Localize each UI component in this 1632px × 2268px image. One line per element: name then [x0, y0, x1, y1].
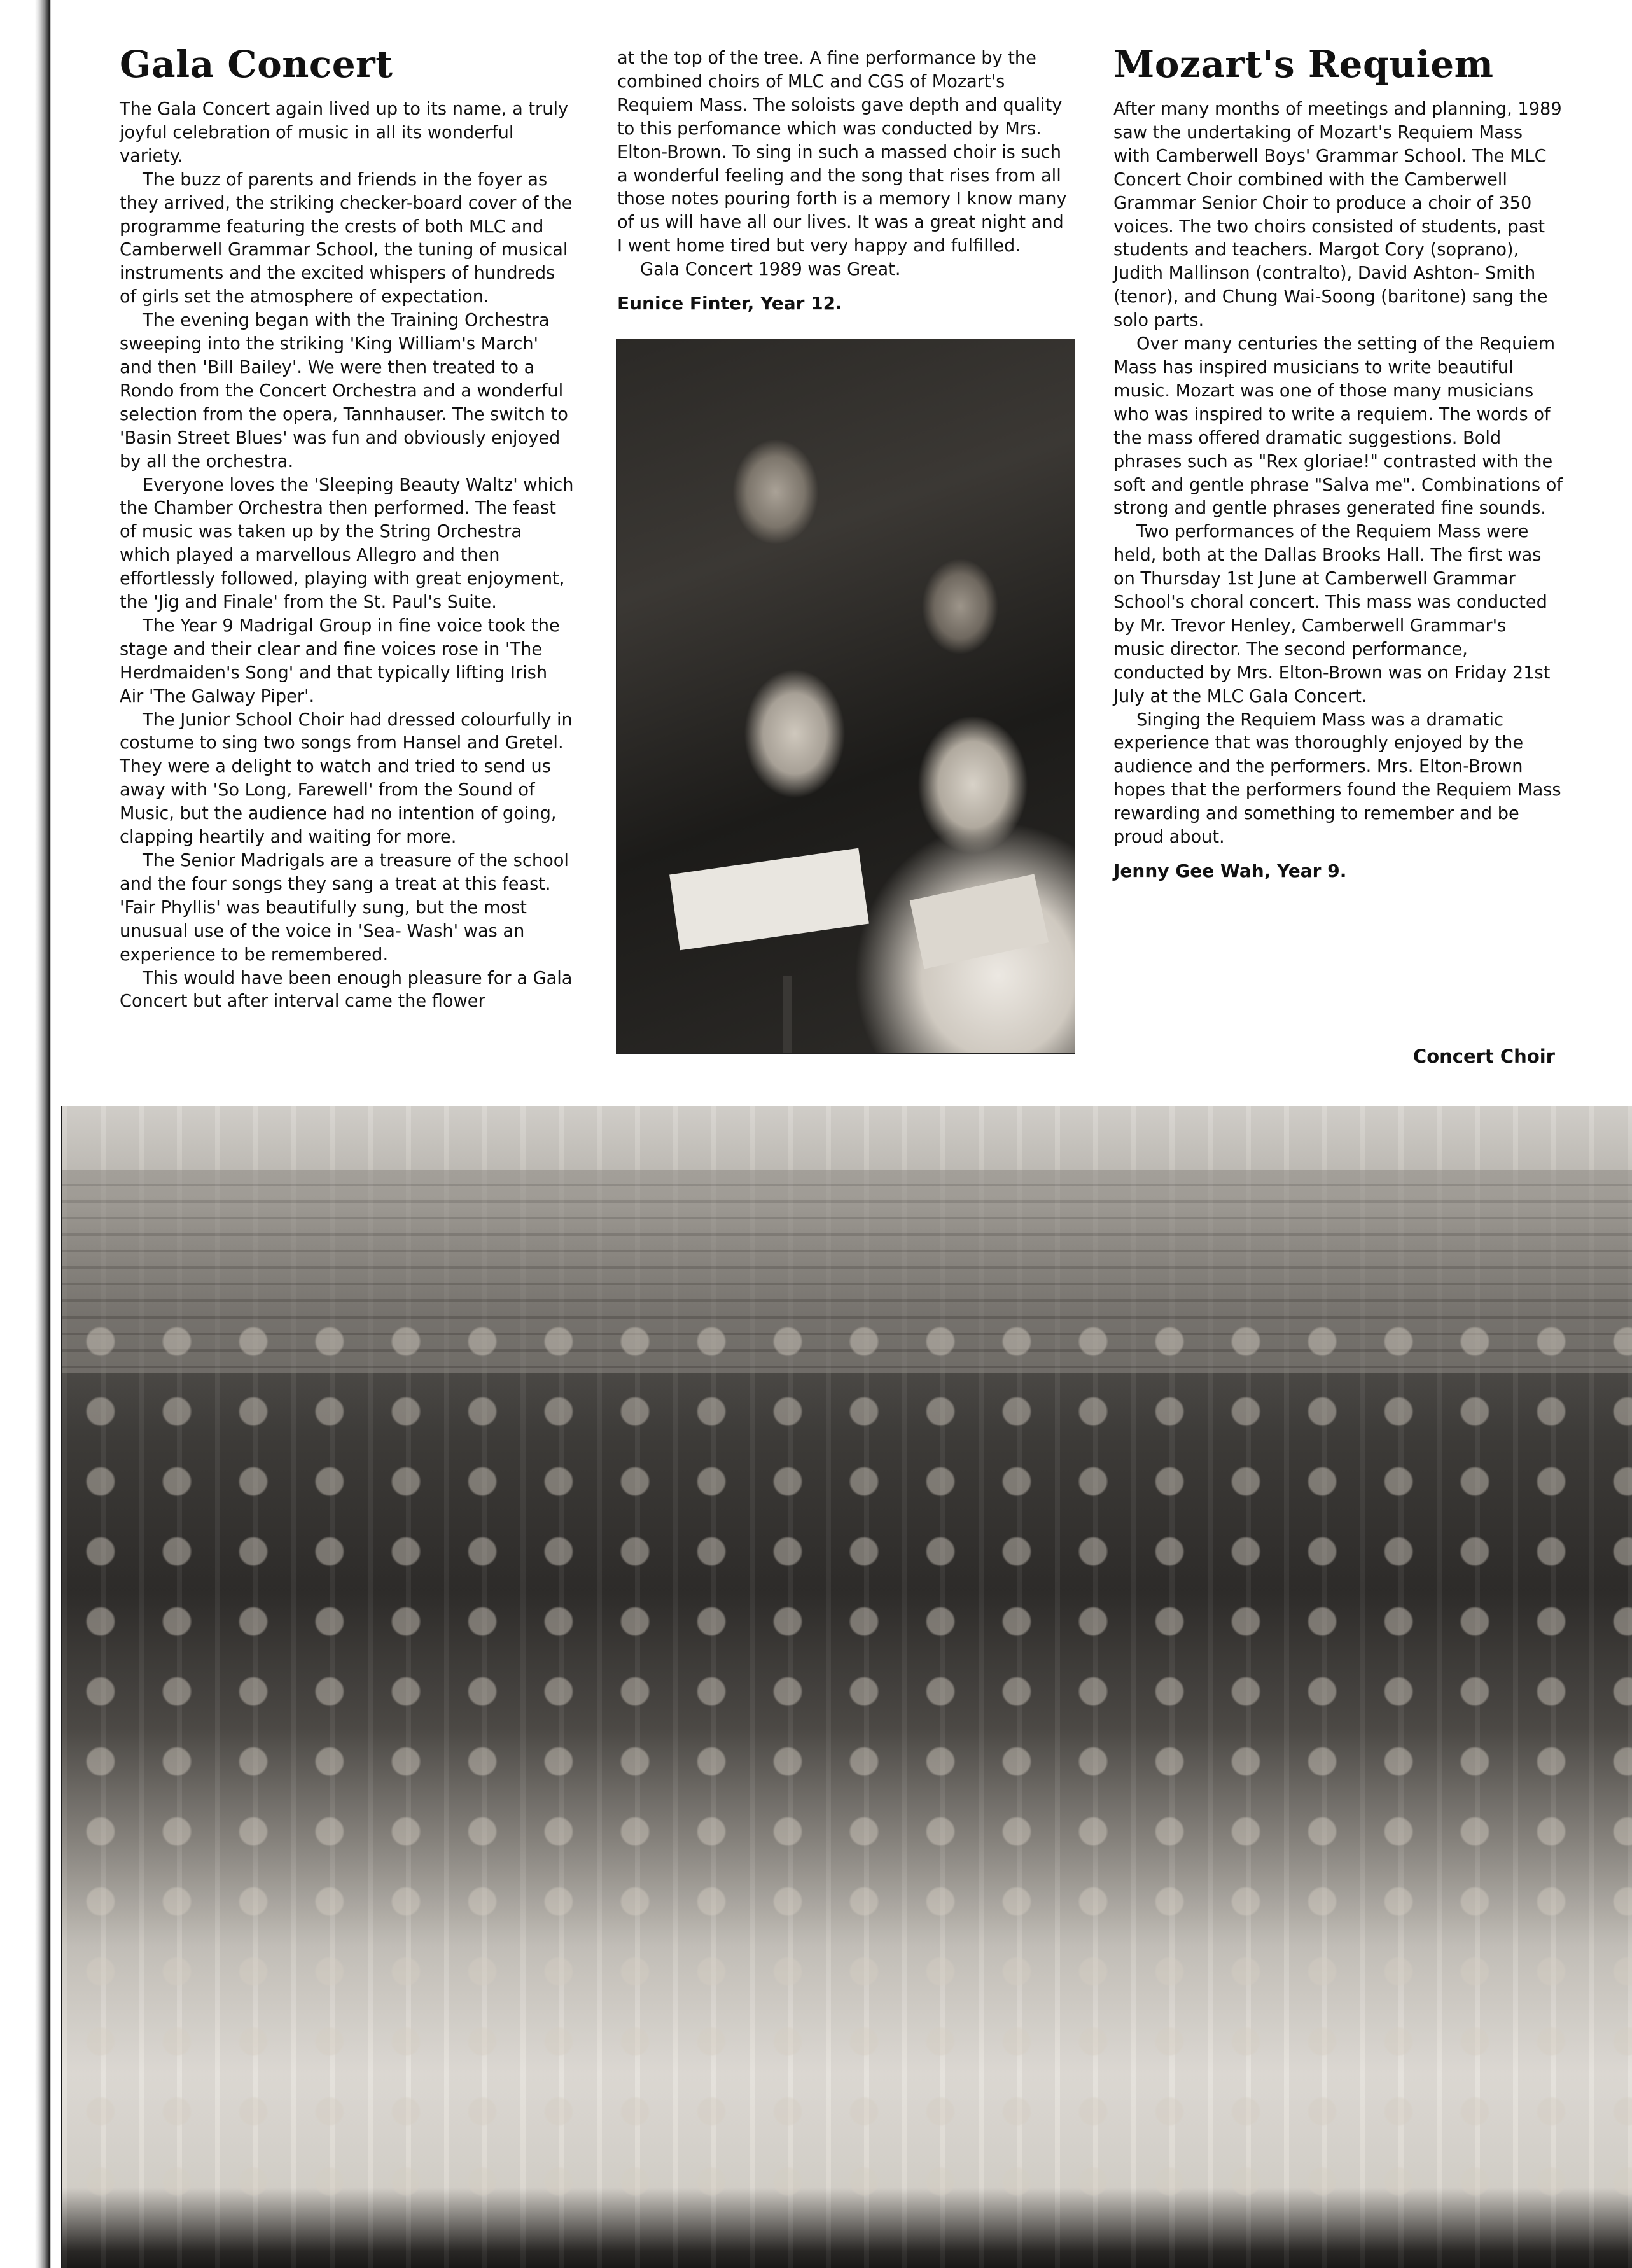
- gala-concert-body: [120, 98, 575, 1014]
- orchestra-photo: [616, 339, 1075, 1054]
- gala-paragraph: Everyone loves the 'Sleeping Beauty Waltz' which the Chamber Orchestra then performed. The feast of music was taken up by the String Orchestra which played a marvellous Allegro and then effortlessly followed, playing with great enjoyment, the 'Jig and Finale' from the St. Paul's Suite.: [120, 475, 574, 613]
- requiem-byline: Jenny Gee Wah, Year 9.: [1113, 860, 1347, 881]
- gala-concert-article: [120, 39, 575, 1014]
- page-binding-edge: [0, 0, 51, 2268]
- gala-continuation-paragraph: at the top of the tree. A fine performance by the combined choirs of MLC and CGS of Mozart's Requiem Mass. The soloists gave depth and quality to this perfomance which was conducted by Mrs. Elton-Brown. To sing in such a massed choir is such a wonderful feeling and the song that rises from all those notes pouring forth is a memory I know many of us will have all our lives. It was a great night and I went home tired but very happy and fulfilled.: [617, 48, 1067, 256]
- gala-paragraph: The Senior Madrigals are a treasure of the school and the four songs they sang a treat at this feast. 'Fair Phyllis' was beautifully sung, but the most unusual use of the voice in 'Sea- Wash' was an experience to be remembered.: [120, 851, 569, 965]
- gala-paragraph: The Year 9 Madrigal Group in fine voice took the stage and their clear and fine voices rose in 'The Herdmaiden's Song' and that typically lifting Irish Air 'The Galway Piper'.: [120, 615, 560, 706]
- gala-paragraph: The evening began with the Training Orchestra sweeping into the striking 'King William's March' and then 'Bill Bailey'. We were then treated to a Rondo from the Concert Orchestra and a wonderful selection from the opera, Tannhauser. The switch to 'Basin Street Blues' was fun and obviously enjoyed by all the orchestra.: [120, 311, 568, 472]
- gala-paragraph: The Junior School Choir had dressed colourfully in costume to sing two songs from Hansel and Gretel. They were a delight to watch and tried to send us away with 'So Long, Farewell' from the Sound of Music, but the audience had no intention of going, clapping heartily and waiting for more.: [120, 710, 573, 848]
- music-stand: [783, 976, 792, 1053]
- requiem-paragraph: Two performances of the Requiem Mass were held, both at the Dallas Brooks Hall. The first was on Thursday 1st June at Camberwell Grammar School's choral concert. This mass was conducted by Mr. Trevor Henley, Camberwell Grammar's music director. The second performance, conducted by Mrs. Elton-Brown was on Friday 21st July at the MLC Gala Concert.: [1113, 522, 1551, 706]
- gala-continuation-body: [617, 47, 1074, 282]
- gala-paragraph: The buzz of parents and friends in the foyer as they arrived, the striking checker-board cover of the programme featuring the crests of both MLC and Camberwell Grammar School, the tuning of musical instruments and the excited whispers of hundreds of girls set the atmosphere of expectation.: [120, 169, 573, 307]
- gala-continuation-paragraph: Gala Concert 1989 was Great.: [640, 260, 901, 280]
- requiem-paragraph: Over many centuries the setting of the Requiem Mass has inspired musicians to write beautiful music. Mozart was one of those many musicians who was inspired to write a requiem. The words of the mass offered dramatic suggestions. Bold phrases such as "Rex gloriae!" contrasted with the soft and gentle phrase "Salva me". Combinations of strong and gentle phrases generated fine sounds.: [1113, 334, 1563, 519]
- mozarts-requiem-article: [1113, 39, 1563, 884]
- choir-members: [62, 1316, 1632, 2207]
- gala-paragraph: The Gala Concert again lived up to its name, a truly joyful celebration of music in all its wonderful variety.: [120, 99, 569, 166]
- mozarts-requiem-body: [1113, 98, 1563, 850]
- requiem-paragraph: Singing the Requiem Mass was a dramatic experience that was thoroughly enjoyed by the audience and the performers. Mrs. Elton-Brown hopes that the performers found the Requiem Mass rewarding and something to remember and be proud about.: [1113, 710, 1561, 848]
- music-sheet: [910, 874, 1049, 969]
- concert-choir-photo: [61, 1106, 1632, 2268]
- gala-concert-heading: Gala Concert: [120, 43, 393, 86]
- requiem-paragraph: After many months of meetings and planning, 1989 saw the undertaking of Mozart's Requiem Mass with Camberwell Boys' Grammar School. The MLC Concert Choir combined with the Camberwell Grammar Senior Choir to produce a choir of 350 voices. The two choirs consisted of students, past students and teachers. Margot Cory (soprano), Judith Mallinson (contralto), David Ashton- Smith (tenor), and Chung Wai-Soong (baritone) sang the solo parts.: [1113, 99, 1562, 331]
- gala-paragraph: This would have been enough pleasure for a Gala Concert but after interval came the flower: [120, 968, 573, 1012]
- mozarts-requiem-heading: Mozart's Requiem: [1113, 43, 1494, 86]
- music-sheet: [669, 848, 869, 951]
- gala-byline: Eunice Finter, Year 12.: [617, 293, 842, 314]
- gala-concert-continuation: [617, 47, 1074, 316]
- choir-photo-caption: Concert Choir: [1412, 1046, 1555, 1067]
